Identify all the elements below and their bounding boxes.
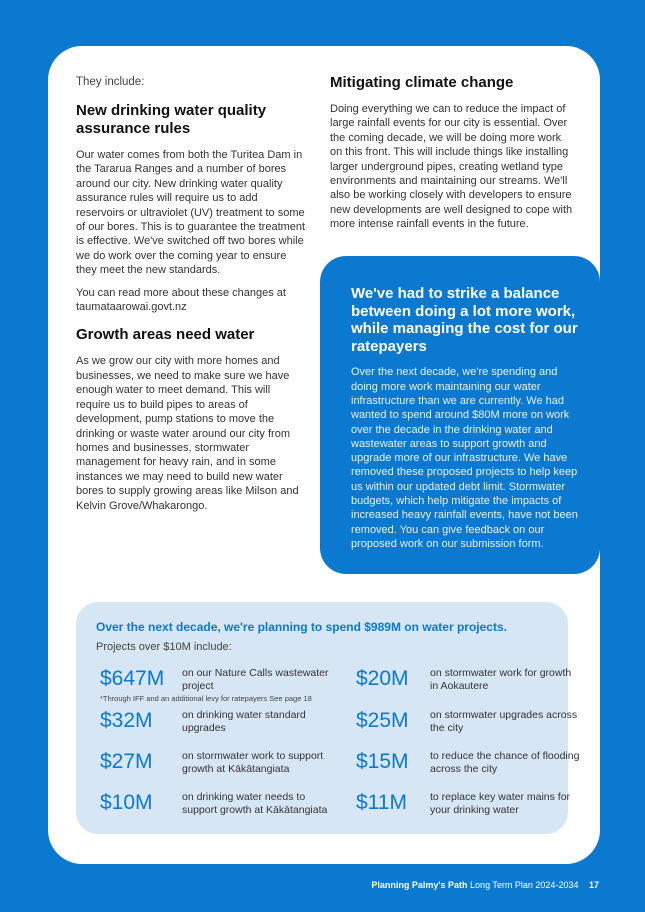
projects-subheading: Projects over $10M include:: [96, 641, 232, 653]
intro-text: They include:: [76, 76, 145, 88]
page-number: 17: [588, 880, 599, 890]
project-amount: $11M: [356, 791, 407, 814]
project-description: on stormwater upgrades across the city: [430, 709, 578, 734]
project-amount: $15M: [356, 750, 409, 773]
project-amount: $27M: [100, 750, 153, 773]
section-title-climate-change: Mitigating climate change: [330, 74, 514, 91]
project-description: on stormwater work to support growth at Kākātangiata: [182, 750, 324, 775]
project-description: on drinking water standard upgrades: [182, 709, 306, 734]
page-footer: [371, 880, 599, 890]
project-amount: $647M: [100, 667, 165, 690]
section-title-growth-areas: Growth areas need water: [76, 326, 255, 344]
callout-title: We've had to strike a balance between doing a lot more work, while managing the cost for our ratepayers: [351, 285, 578, 355]
footer-document-title: Long Term Plan 2024-2034: [470, 880, 579, 890]
project-description: on our Nature Calls wastewater project: [182, 667, 329, 692]
projects-heading: Over the next decade, we're planning to spend $989M on water projects.: [96, 620, 507, 634]
callout-content: [351, 285, 581, 559]
section-title-drinking-water-rules: New drinking water quality assurance rules: [76, 102, 267, 137]
project-description: to replace key water mains for your drinking water: [430, 791, 571, 816]
right-column: [330, 74, 574, 240]
section-body-climate-change: Doing everything we can to reduce the impact of large rainfall events for our city is essential. Over the coming decade, we will be doing more work on this front. This will include things like installing larger underground pipes, creating wetland type environments and maintaining our streams. We'll also be working closely with developers to ensure new developments are well designed to cope with more intense rainfall events in the future.: [330, 103, 573, 231]
section-body-growth-areas: As we grow our city with more homes and businesses, we need to make sure we have enough water to meet demand. This will require us to build pipes to areas of development, pump stations to move the drinking or waste water around our city from homes and businesses, stormwater management for heavy rain, and in some instances we may need to build new water bores to supply growing areas like Milson and Kelvin Grove/Whakarongo.: [76, 355, 299, 512]
project-description: on stormwater work for growth in Aokautere: [430, 667, 572, 692]
project-amount: $32M: [100, 709, 153, 732]
callout-body: Over the next decade, we're spending and doing more work maintaining our water infrastructure than we are currently. We had wanted to spend around $80M more on work over the decade in the drinking water and wastewater areas to support growth and upgrade more of our infrastructure. We have removed these proposed projects to help keep us within our updated debt limit. Stormwater budgets, which help mitigate the impacts of increased heavy rainfall events, have not been removed. You can give feedback on our proposed work on our submission form.: [351, 366, 578, 550]
project-description: on drinking water needs to support growth at Kākātangiata: [182, 791, 328, 816]
more-info-text: You can read more about these changes at taumataarowai.govt.nz: [76, 286, 286, 314]
project-amount: $20M: [356, 667, 409, 690]
project-amount: $10M: [100, 791, 153, 814]
footnote: *Through IFF and an additional levy for ratepayers See page 18: [100, 694, 312, 703]
section-body-drinking-water-rules: Our water comes from both the Turitea Dam in the Tararua Ranges and a number of bores around our city. New drinking water quality assurance rules will require us to add reservoirs or ultraviolet (UV) treatment to some of our bores. This is to guarantee the treatment is effective. We've switched off two bores while we do work over the coming year to ensure they meet the new standards.: [76, 149, 306, 277]
left-column: [76, 76, 306, 521]
project-description: to reduce the chance of flooding across the city: [430, 750, 580, 775]
footer-brand: Planning Palmy's Path: [371, 880, 468, 890]
project-amount: $25M: [356, 709, 409, 732]
